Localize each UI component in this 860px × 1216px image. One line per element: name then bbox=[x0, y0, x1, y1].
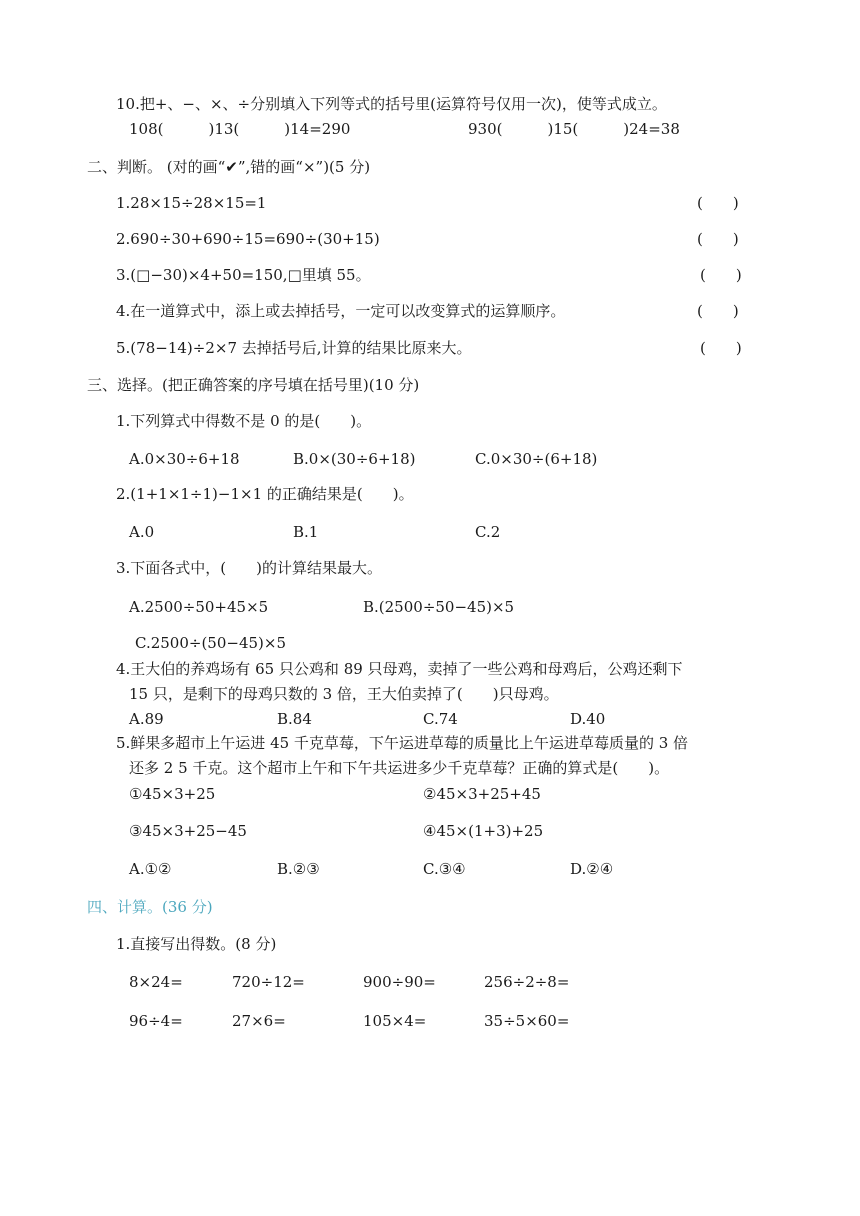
q10-equation-1: 108( )13( )14=290 bbox=[129, 120, 351, 138]
choice-q5-option-c: C.③④ bbox=[423, 860, 466, 878]
choice-q5-line-2: 还多 2 5 千克。这个超市上午和下午共运进多少千克草莓？正确的算式是( )。 bbox=[129, 759, 670, 777]
q10-equation-2: 930( )15( )24=38 bbox=[468, 120, 680, 138]
choice-q2-option-a: A.0 bbox=[129, 523, 155, 541]
choice-q1: 1.下列算式中得数不是 0 的是( )。 bbox=[116, 412, 372, 430]
judge-item-3: 3.(□−30)×4+50=150,□里填 55。 bbox=[116, 266, 371, 284]
judge-item-5: 5.(78−14)÷2×7 去掉括号后,计算的结果比原来大。 bbox=[116, 339, 472, 357]
judge-answer-paren-3: ( ) bbox=[700, 266, 742, 284]
choice-q5-option-b: B.②③ bbox=[277, 860, 320, 878]
calc-problem: 8×24= bbox=[129, 973, 183, 991]
section-calc-title: 四、计算。(36 分) bbox=[87, 898, 213, 916]
choice-q3-option-b: B.(2500÷50−45)×5 bbox=[363, 598, 515, 616]
judge-item-4: 4.在一道算式中，添上或去掉括号，一定可以改变算式的运算顺序。 bbox=[116, 302, 566, 320]
choice-q4-option-c: C.74 bbox=[423, 710, 458, 728]
calc-problem: 105×4= bbox=[363, 1012, 427, 1030]
calc-problem: 900÷90= bbox=[363, 973, 436, 991]
section-judge-title: 二、判断。 (对的画“✔”,错的画“×”)(5 分) bbox=[87, 158, 371, 176]
q10-title: 10.把+、−、×、÷分别填入下列等式的括号里(运算符号仅用一次)，使等式成立。 bbox=[116, 95, 667, 113]
section-choice-title: 三、选择。(把正确答案的序号填在括号里)(10 分) bbox=[87, 376, 420, 394]
choice-q4-option-d: D.40 bbox=[570, 710, 606, 728]
choice-q5-formula-3: ③45×3+25−45 bbox=[129, 822, 247, 840]
choice-q1-option-b: B.0×(30÷6+18) bbox=[293, 450, 416, 468]
choice-q2-option-b: B.1 bbox=[293, 523, 319, 541]
calc-subtitle: 1.直接写出得数。(8 分) bbox=[116, 935, 277, 953]
judge-answer-paren-5: ( ) bbox=[700, 339, 742, 357]
judge-item-2: 2.690÷30+690÷15=690÷(30+15) bbox=[116, 230, 380, 248]
judge-answer-paren-1: ( ) bbox=[697, 194, 739, 212]
choice-q4-line-1: 4.王大伯的养鸡场有 65 只公鸡和 89 只母鸡，卖掉了一些公鸡和母鸡后，公鸡还剩下 bbox=[116, 660, 683, 678]
choice-q4-line-2: 15 只，是剩下的母鸡只数的 3 倍，王大伯卖掉了( )只母鸡。 bbox=[129, 685, 559, 703]
choice-q1-option-a: A.0×30÷6+18 bbox=[129, 450, 240, 468]
calc-problem: 35÷5×60= bbox=[484, 1012, 570, 1030]
choice-q5-line-1: 5.鲜果多超市上午运进 45 千克草莓，下午运进草莓的质量比上午运进草莓质量的 3 倍 bbox=[116, 734, 689, 752]
judge-item-1: 1.28×15÷28×15=1 bbox=[116, 194, 267, 212]
choice-q5-formula-1: ①45×3+25 bbox=[129, 785, 216, 803]
judge-answer-paren-2: ( ) bbox=[697, 230, 739, 248]
calc-problem: 27×6= bbox=[232, 1012, 286, 1030]
choice-q3-option-a: A.2500÷50+45×5 bbox=[129, 598, 269, 616]
calc-problem: 256÷2÷8= bbox=[484, 973, 570, 991]
choice-q2: 2.(1+1×1÷1)−1×1 的正确结果是( )。 bbox=[116, 485, 414, 503]
choice-q4-option-b: B.84 bbox=[277, 710, 312, 728]
choice-q3: 3.下面各式中，( )的计算结果最大。 bbox=[116, 559, 383, 577]
choice-q5-formula-2: ②45×3+25+45 bbox=[423, 785, 541, 803]
calc-problem: 96÷4= bbox=[129, 1012, 183, 1030]
choice-q1-option-c: C.0×30÷(6+18) bbox=[475, 450, 598, 468]
choice-q3-option-c: C.2500÷(50−45)×5 bbox=[135, 634, 287, 652]
choice-q4-option-a: A.89 bbox=[129, 710, 164, 728]
choice-q5-option-a: A.①② bbox=[129, 860, 172, 878]
choice-q2-option-c: C.2 bbox=[475, 523, 501, 541]
judge-answer-paren-4: ( ) bbox=[697, 302, 739, 320]
calc-problem: 720÷12= bbox=[232, 973, 305, 991]
choice-q5-formula-4: ④45×(1+3)+25 bbox=[423, 822, 544, 840]
choice-q5-option-d: D.②④ bbox=[570, 860, 614, 878]
